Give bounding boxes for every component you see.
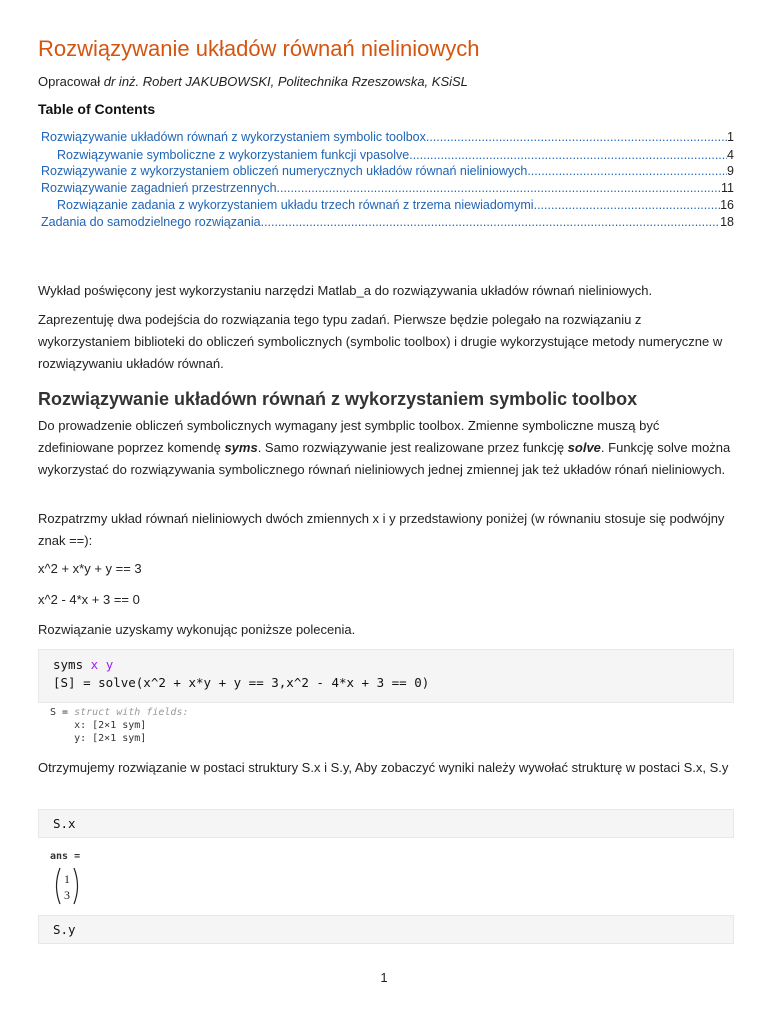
output-text: S = (50, 707, 75, 718)
code-text: syms (53, 657, 91, 672)
ans-label (50, 850, 80, 863)
document-title: Rozwiązywanie układów równań nieliniowych (38, 36, 480, 61)
toc-link-text: Rozwiązywanie zagadnień przestrzennych (41, 181, 277, 195)
toc-heading: Table of Contents (38, 101, 156, 117)
toc-link-3[interactable] (41, 164, 734, 178)
keyword-syms: syms (224, 440, 258, 455)
section-paragraph-1 (38, 415, 734, 481)
toc-page-number: 4 (727, 148, 734, 162)
output-description: struct with fields: (74, 707, 189, 718)
toc-page-number: 1 (727, 130, 734, 144)
toc-link-text: Rozwiązywanie symboliczne z wykorzystaniem funkcji vpasolve (57, 148, 410, 162)
section-heading: Rozwiązywanie układówn równań z wykorzystaniem symbolic toolbox (38, 389, 638, 409)
toc-page-number: 16 (720, 198, 734, 212)
output-text: y: [2×1 sym] (50, 733, 147, 744)
author-prefix: Opracował (38, 74, 101, 89)
toc-page-number: 18 (720, 215, 734, 229)
author-name: dr inż. Robert JAKUBOWSKI, Politechnika Rzeszowska, KSiSL (103, 74, 468, 89)
toc-link-text: Rozwiązywanie układówn równań z wykorzystaniem symbolic toolbox (41, 130, 426, 144)
equation-2: x^2 - 4*x + 3 == 0 (38, 592, 140, 607)
section-paragraph-4: Otrzymujemy rozwiązanie w postaci struktury S.x i S.y, Aby zobaczyć wyniki należy wywołać strukturę w postaci S.x, S.y (38, 760, 729, 775)
code-text: S.y (53, 922, 76, 937)
code-block-solve[interactable] (38, 649, 734, 703)
toc-link-4[interactable] (41, 181, 734, 195)
toc-link-1[interactable] (41, 130, 734, 144)
paragraph-text: . Funkcję solve można wykorzystać do rozwiązywania symbolicznego równań nieliniowych jednej zmiennej jak też układów rónań nieliniowych. (38, 440, 731, 477)
keyword-solve: solve (567, 440, 601, 455)
toc-page-number: 9 (727, 164, 734, 178)
code-block-sx[interactable] (38, 809, 734, 838)
output-text: ans = (50, 851, 81, 862)
toc-link-text: Zadania do samodzielnego rozwiązania (41, 215, 261, 229)
equation-1: x^2 + x*y + y == 3 (38, 561, 142, 576)
matrix-value-1: 1 (64, 872, 70, 886)
toc-page-number: 11 (721, 181, 734, 195)
toc-link-text: Rozwiązanie zadania z wykorzystaniem układu trzech równań z trzema niewiadomymi (57, 198, 534, 212)
paragraph-text: . Samo rozwiązywanie jest realizowane przez funkcję (257, 440, 568, 455)
toc-link-5[interactable] (57, 198, 734, 212)
intro-paragraph-2: Zaprezentuję dwa podejścia do rozwiązania tego typu zadań. Pierwsze będzie polegało na rozwiązaniu z wykorzystaniem biblioteki do obliczeń symbolicznych (symbolic toolbox) i drugie wykorzystujące metody numeryczne w rozwiązywaniu układów równań. (38, 312, 723, 371)
code-text: [S] = solve(x^2 + x*y + y == 3,x^2 - 4*x + 3 == 0) (53, 675, 430, 690)
toc-link-6[interactable] (41, 215, 734, 229)
paragraph-text: Do prowadzenie obliczeń symbolicznych wymagany jest symbplic toolbox. Zmienne symboliczne muszą być zdefiniowane poprzez komendę (38, 418, 660, 455)
result-matrix (52, 866, 82, 906)
matrix-value-2: 3 (64, 888, 70, 902)
output-text: x: [2×1 sym] (50, 720, 147, 731)
section-paragraph-3: Rozwiązanie uzyskamy wykonując poniższe polecenia. (38, 622, 356, 637)
code-output-struct (50, 706, 188, 745)
toc-link-text: Rozwiązywanie z wykorzystaniem obliczeń numerycznych układów równań nieliniowych (41, 164, 528, 178)
intro-paragraph-1: Wykład poświęcony jest wykorzystaniu narzędzi Matlab_a do rozwiązywania układów równań nieliniowych. (38, 283, 653, 298)
section-paragraph-2: Rozpatrzmy układ równań nieliniowych dwóch zmiennych x i y przedstawiony poniżej (w równaniu stosuje się podwójny znak ==): (38, 511, 725, 548)
page-number: 1 (380, 970, 388, 985)
code-text: S.x (53, 816, 76, 831)
author-line (38, 74, 468, 89)
code-variables: x y (90, 657, 114, 672)
code-block-sy[interactable] (38, 915, 734, 944)
toc-link-2[interactable] (57, 148, 734, 162)
